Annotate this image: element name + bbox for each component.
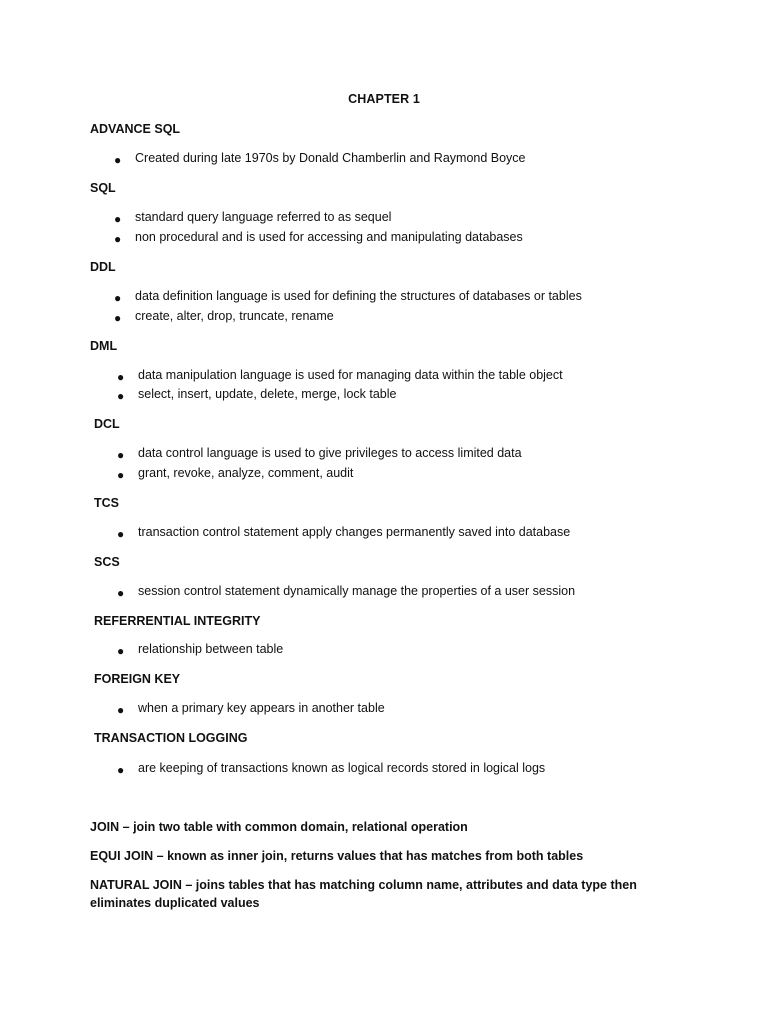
section-heading-foreign-key: FOREIGN KEY — [94, 672, 181, 686]
list-item: relationship between table — [138, 642, 284, 656]
bullet-icon: ● — [114, 153, 122, 167]
page-title: CHAPTER 1 — [348, 92, 420, 106]
bullet-icon: ● — [114, 212, 122, 226]
section-heading-sql: SQL — [90, 181, 116, 195]
section-heading-referential-integrity: REFERRENTIAL INTEGRITY — [94, 614, 261, 628]
bullet-icon: ● — [117, 586, 125, 600]
bullet-icon: ● — [117, 763, 125, 777]
list-item: data definition language is used for defining the structures of databases or tables — [135, 289, 582, 303]
section-heading-transaction-logging: TRANSACTION LOGGING — [94, 731, 248, 745]
list-item: standard query language referred to as sequel — [135, 210, 392, 224]
list-item: non procedural and is used for accessing and manipulating databases — [135, 230, 523, 244]
section-heading-advance-sql: ADVANCE SQL — [90, 122, 181, 136]
section-heading-tcs: TCS — [94, 496, 119, 510]
section-heading-dcl: DCL — [94, 417, 120, 431]
bullet-icon: ● — [117, 370, 125, 384]
definition-equi-join: EQUI JOIN – known as inner join, returns values that has matches from both tables — [90, 849, 584, 863]
bullet-icon: ● — [117, 703, 125, 717]
list-item: transaction control statement apply changes permanently saved into database — [138, 525, 571, 539]
list-item: data manipulation language is used for managing data within the table object — [138, 368, 563, 382]
bullet-icon: ● — [114, 311, 122, 325]
section-heading-scs: SCS — [94, 555, 120, 569]
list-item: data control language is used to give privileges to access limited data — [138, 446, 522, 460]
list-item: select, insert, update, delete, merge, lock table — [138, 387, 397, 401]
definition-natural-join: NATURAL JOIN – joins tables that has matching column name, attributes and data type then eliminates duplicated values — [90, 878, 637, 910]
list-item: grant, revoke, analyze, comment, audit — [138, 466, 354, 480]
list-item: when a primary key appears in another table — [138, 701, 385, 715]
list-item: session control statement dynamically manage the properties of a user session — [138, 584, 576, 598]
bullet-icon: ● — [117, 468, 125, 482]
bullet-icon: ● — [117, 389, 125, 403]
bullet-icon: ● — [114, 291, 122, 305]
bullet-icon: ● — [117, 448, 125, 462]
definition-join: JOIN – join two table with common domain, relational operation — [90, 820, 468, 834]
list-item: Created during late 1970s by Donald Chamberlin and Raymond Boyce — [135, 151, 526, 165]
list-item: create, alter, drop, truncate, rename — [135, 309, 334, 323]
bullet-icon: ● — [117, 527, 125, 541]
section-heading-dml: DML — [90, 339, 118, 353]
section-heading-ddl: DDL — [90, 260, 116, 274]
bullet-icon: ● — [117, 644, 125, 658]
bullet-icon: ● — [114, 232, 122, 246]
list-item: are keeping of transactions known as logical records stored in logical logs — [138, 761, 546, 775]
